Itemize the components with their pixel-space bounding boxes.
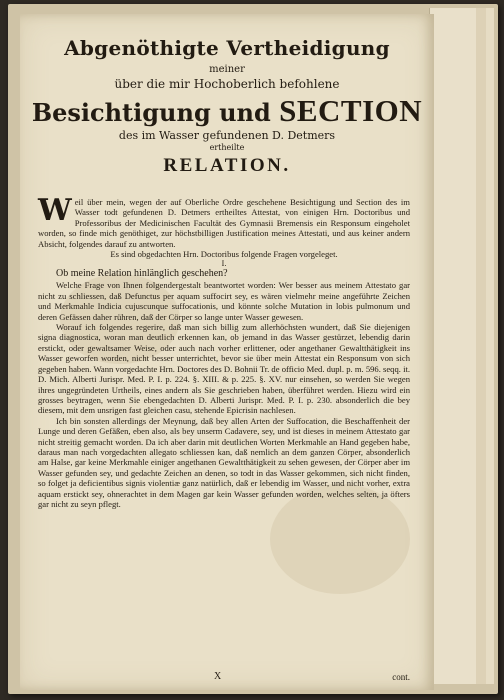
title-block [20,36,434,177]
section-number: I. [221,259,227,269]
title-line: Abgenöthigte Vertheidigung [64,36,390,60]
page-edge [429,8,476,684]
title-relation: RELATION. [163,155,291,176]
paragraph-text: eil über mein, wegen der auf Oberliche Ordre geschehene Besichtigung und Section des im Wasser todt gefundenen D. Detmers ertheiltes Attestat, von einigen Hrn. Doctoribus und Professoribus der Medicinischen Facultät des Gymnasii Bremensis ein Responsum eingeholet worden, so finde mich genöthiget, zur höchstbilligen Justification meines Attestati, und aus keiner andern Absicht, folgendes darauf zu antworten. [38,197,410,249]
catchword: cont. [392,672,410,682]
drop-cap: W [38,193,72,228]
title-main [20,93,434,128]
title-main-start: Besichtigung und [31,98,280,127]
title-line: ertheilte [209,143,245,152]
body-text [38,193,410,509]
paragraph: Welche Frage von Ihnen folgendergestalt beantwortet worden: Wer besser aus meinem Attestato gar nicht zu schliessen, daß Defunctus per aquam suffocirt sey, es wären vielmehr meine angeführte Zeichen und Merkmahle Indicia cujuscunque suffocationis, und könnte solche Mutation in lobis pulmonum und deren Gefässen daher rühren, daß der Cörper so lange unter Wasser gewesen. [38,280,410,322]
title-line: über die mir Hochoberlich befohlene [114,77,340,91]
document-stack [8,4,498,694]
paragraph: Ich bin sonsten allerdings der Meynung, daß bey allen Arten der Suffocation, die Beschaffenheit der Lunge und deren Gefäßen, eben also, als bey unserm Cadavere, sey, und ist dieses in meinem Attestato gar nicht streitig gemacht worden. Da ich aber darin mit deutlichen Worten Merkmahle an Hand gegeben habe, daraus man nach vorgedachten allegato schliessen kan, daß nemlich an dem ganzen Cörper, absonderlich am Halse, gar keine Merkmahle einiger angethanen Gewaltthätigkeit zu sehen gewesen, der Cörper aber im Wasser gefunden sey, und gedachte Zeichen an denen, so todt in das Wasser gekommen, sich nicht finden, so folget ja deficientibus signis violentiæ ganz natürlich, daß er lebendig im Wasser, und nicht vorher, extra aquam erstickt sey, ohnerachtet in dem Magen gar kein Wasser gefunden worden, welches selten, ja öfters gar nicht zu seyn pflegt. [38,415,410,509]
question-heading: Ob meine Relation hinlänglich geschehen? [56,268,228,280]
document-page [20,14,434,690]
signature-mark: X [214,671,222,682]
title-section: SECTION [279,93,423,128]
paragraph: Worauf ich folgendes regerire, daß man sich billig zum allerhöchsten wundert, daß Sie diejenigen signa diagnostica, woran man deutlich erkennen kan, ob jemand in das Wasser gestürzet, lebendig darin erstickt, oder gewaltsamer Weise, oder auch nach vorher erlittener, oder angethaner Gewaltthätigkeit ins Wasser geworfen worden, nicht besser unterrichtet, bevor sie über mein Attestat ein Responsum von sich gegeben haben. Wann vorgedachte Hrn. Doctores des D. Bohnii Tr. de officio Med. dupl. p. m. 596. seqq. it. D. Mich. Alberti Jurispr. Med. P. I. p. 224. §. XIII. & p. 225. §. XV. nur einsehen, so werden Sie wegen ihres ungegründeten Urtheils, eines andern als Sie geschrieben haben, überführet werden. Hiezu wird ein grosses beytragen, wenn Sie ebengedachten D. Alberti Jurispr. Med. P. I. p. 230. absonderlich die bey diesem, mit dem unsrigen fast gleichen casu, stehende Epicrisin nachlesen. [38,322,410,416]
paragraph: Es sind obgedachten Hrn. Doctoribus folgende Fragen vorgeleget. [110,249,338,260]
paragraph [38,193,410,249]
title-line: des im Wasser gefundenen D. Detmers [118,129,336,142]
title-line: meiner [209,64,245,75]
